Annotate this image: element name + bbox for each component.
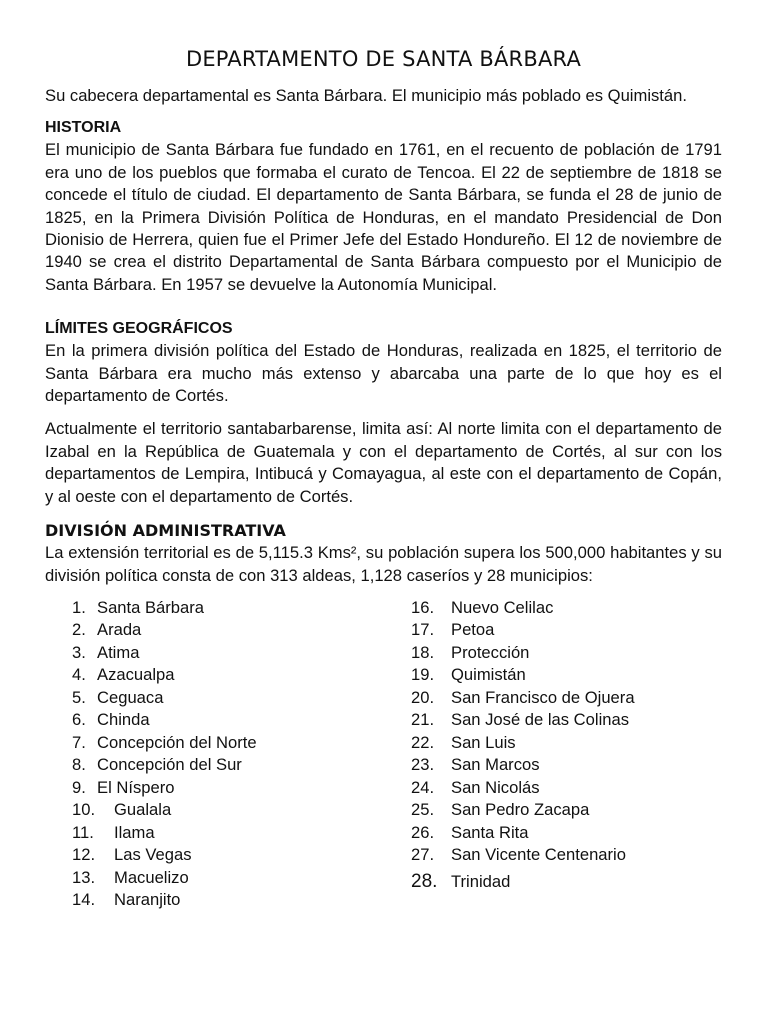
- list-item: [411, 844, 635, 867]
- list-item: [411, 867, 635, 894]
- list-item: [72, 822, 257, 845]
- limites-heading: LÍMITES GEOGRÁFICOS: [45, 320, 233, 338]
- list-item-name: San Vicente Centenario: [451, 845, 626, 865]
- list-item-name: San Luis: [451, 732, 516, 752]
- list-item-number: 1.: [72, 597, 86, 617]
- list-item-number: 17.: [411, 620, 435, 640]
- list-item: [411, 619, 635, 642]
- list-item-name: Concepción del Norte: [97, 732, 257, 752]
- list-item-number: 21.: [411, 710, 435, 730]
- limites-paragraph-2: Actualmente el territorio santabarbarense, limita así: Al norte limita con el departamento de Izabal en la República de Guatemala y con el departamento de Cortés, al sur con los departamentos de Lempira, Intibucá y Comayagua, al este con el departamento de Copán, y al oeste con el departamento de Cortés.: [45, 419, 722, 506]
- list-item-name: Santa Rita: [451, 822, 529, 842]
- list-item: [72, 777, 257, 800]
- list-item-number: 22.: [411, 732, 435, 752]
- list-item-number: 6.: [72, 710, 86, 730]
- list-item-number: 16.: [411, 597, 435, 617]
- list-item-name: El Níspero: [97, 777, 175, 797]
- list-item-number: 11.: [72, 822, 94, 842]
- list-item-name: Las Vegas: [114, 845, 192, 865]
- list-item-number: 9.: [72, 777, 86, 797]
- list-item-number: 2.: [72, 620, 86, 640]
- list-item: [72, 664, 257, 687]
- list-item: [411, 664, 635, 687]
- list-item: [411, 777, 635, 800]
- document-page: [45, 44, 722, 917]
- historia-paragraph: El municipio de Santa Bárbara fue fundado en 1761, en el recuento de población de 1791 era uno de los pueblos que formaba el curato de Tencoa. El 22 de septiembre de 1818 se concede el título de ciudad. El departamento de Santa Bárbara, se funda el 28 de junio de 1825, en la Primera División Política de Honduras, en el mandato Presidencial de Don Dionisio de Herrera, quien fue el Primer Jefe del Estado Hondureño. El 12 de noviembre de 1940 se crea el distrito Departamental de Santa Bárbara compuesto por el Municipio de Santa Bárbara. En 1957 se devuelve la Autonomía Municipal.: [45, 140, 722, 294]
- list-item-number: 19.: [411, 665, 435, 685]
- list-item: [411, 754, 635, 777]
- list-item-name: Concepción del Sur: [97, 755, 242, 775]
- list-item-number: 27.: [411, 845, 435, 865]
- list-item-number: 28.: [411, 870, 438, 892]
- list-item: [72, 709, 257, 732]
- list-item-name: San Marcos: [451, 755, 540, 775]
- list-item-number: 4.: [72, 665, 86, 685]
- list-item-name: Ilama: [114, 822, 155, 842]
- list-item-number: 26.: [411, 822, 435, 842]
- division-heading: DIVISIÓN ADMINISTRATIVA: [45, 521, 286, 541]
- municipios-list: [45, 597, 722, 917]
- list-item-number: 12.: [72, 845, 96, 865]
- list-item: [72, 844, 257, 867]
- list-item: [72, 867, 257, 890]
- list-item: [411, 709, 635, 732]
- list-item-name: Nuevo Celilac: [451, 597, 554, 617]
- list-item: [72, 597, 257, 620]
- list-item-number: 24.: [411, 777, 435, 797]
- list-item: [72, 619, 257, 642]
- list-item-number: 20.: [411, 687, 435, 707]
- list-item-number: 18.: [411, 642, 435, 662]
- list-item-name: Gualala: [114, 800, 172, 820]
- list-item-number: 8.: [72, 755, 86, 775]
- list-item-name: Petoa: [451, 620, 495, 640]
- list-item-name: Azacualpa: [97, 665, 175, 685]
- list-item-name: San Pedro Zacapa: [451, 800, 590, 820]
- list-item-name: Protección: [451, 642, 530, 662]
- list-item-number: 5.: [72, 687, 86, 707]
- list-item: [411, 642, 635, 665]
- list-item-name: San Francisco de Ojuera: [451, 687, 635, 707]
- list-item-name: Atima: [97, 642, 140, 662]
- limites-paragraph-1: En la primera división política del Estado de Honduras, realizada en 1825, el territorio de Santa Bárbara era mucho más extenso y abarcaba una parte de lo que hoy es el departamento de Cortés.: [45, 341, 722, 406]
- list-item-number: 25.: [411, 800, 435, 820]
- list-item: [72, 687, 257, 710]
- list-item-number: 7.: [72, 732, 86, 752]
- list-item-name: San José de las Colinas: [451, 710, 630, 730]
- list-item-name: Macuelizo: [114, 867, 189, 887]
- list-item: [411, 799, 635, 822]
- list-item-number: 13.: [72, 867, 96, 887]
- list-item-name: Ceguaca: [97, 687, 164, 707]
- municipios-column-1: [72, 597, 257, 912]
- list-item-name: Trinidad: [451, 871, 511, 891]
- division-paragraph: La extensión territorial es de 5,115.3 Kms², su población supera los 500,000 habitantes y su división política consta de con 313 aldeas, 1,128 caseríos y 28 municipios:: [45, 543, 722, 585]
- list-item-number: 14.: [72, 890, 96, 910]
- page-title: DEPARTAMENTO DE SANTA BÁRBARA: [185, 47, 582, 71]
- list-item-name: Arada: [97, 620, 142, 640]
- list-item: [411, 732, 635, 755]
- historia-heading: HISTORIA: [45, 119, 122, 137]
- list-item-number: 23.: [411, 755, 435, 775]
- list-item-name: San Nicolás: [451, 777, 540, 797]
- list-item: [72, 732, 257, 755]
- list-item: [411, 687, 635, 710]
- list-item-name: Santa Bárbara: [97, 597, 205, 617]
- list-item: [72, 889, 257, 912]
- list-item-number: 3.: [72, 642, 86, 662]
- list-item-name: Chinda: [97, 710, 150, 730]
- list-item-name: Quimistán: [451, 665, 526, 685]
- list-item: [72, 642, 257, 665]
- list-item-number: 10.: [72, 800, 96, 820]
- list-item-name: Naranjito: [114, 890, 181, 910]
- list-item: [72, 799, 257, 822]
- list-item: [72, 754, 257, 777]
- intro-paragraph: Su cabecera departamental es Santa Bárbara. El municipio más poblado es Quimistán.: [45, 86, 687, 105]
- list-item: [411, 597, 635, 620]
- municipios-column-2: [411, 597, 635, 894]
- list-item: [411, 822, 635, 845]
